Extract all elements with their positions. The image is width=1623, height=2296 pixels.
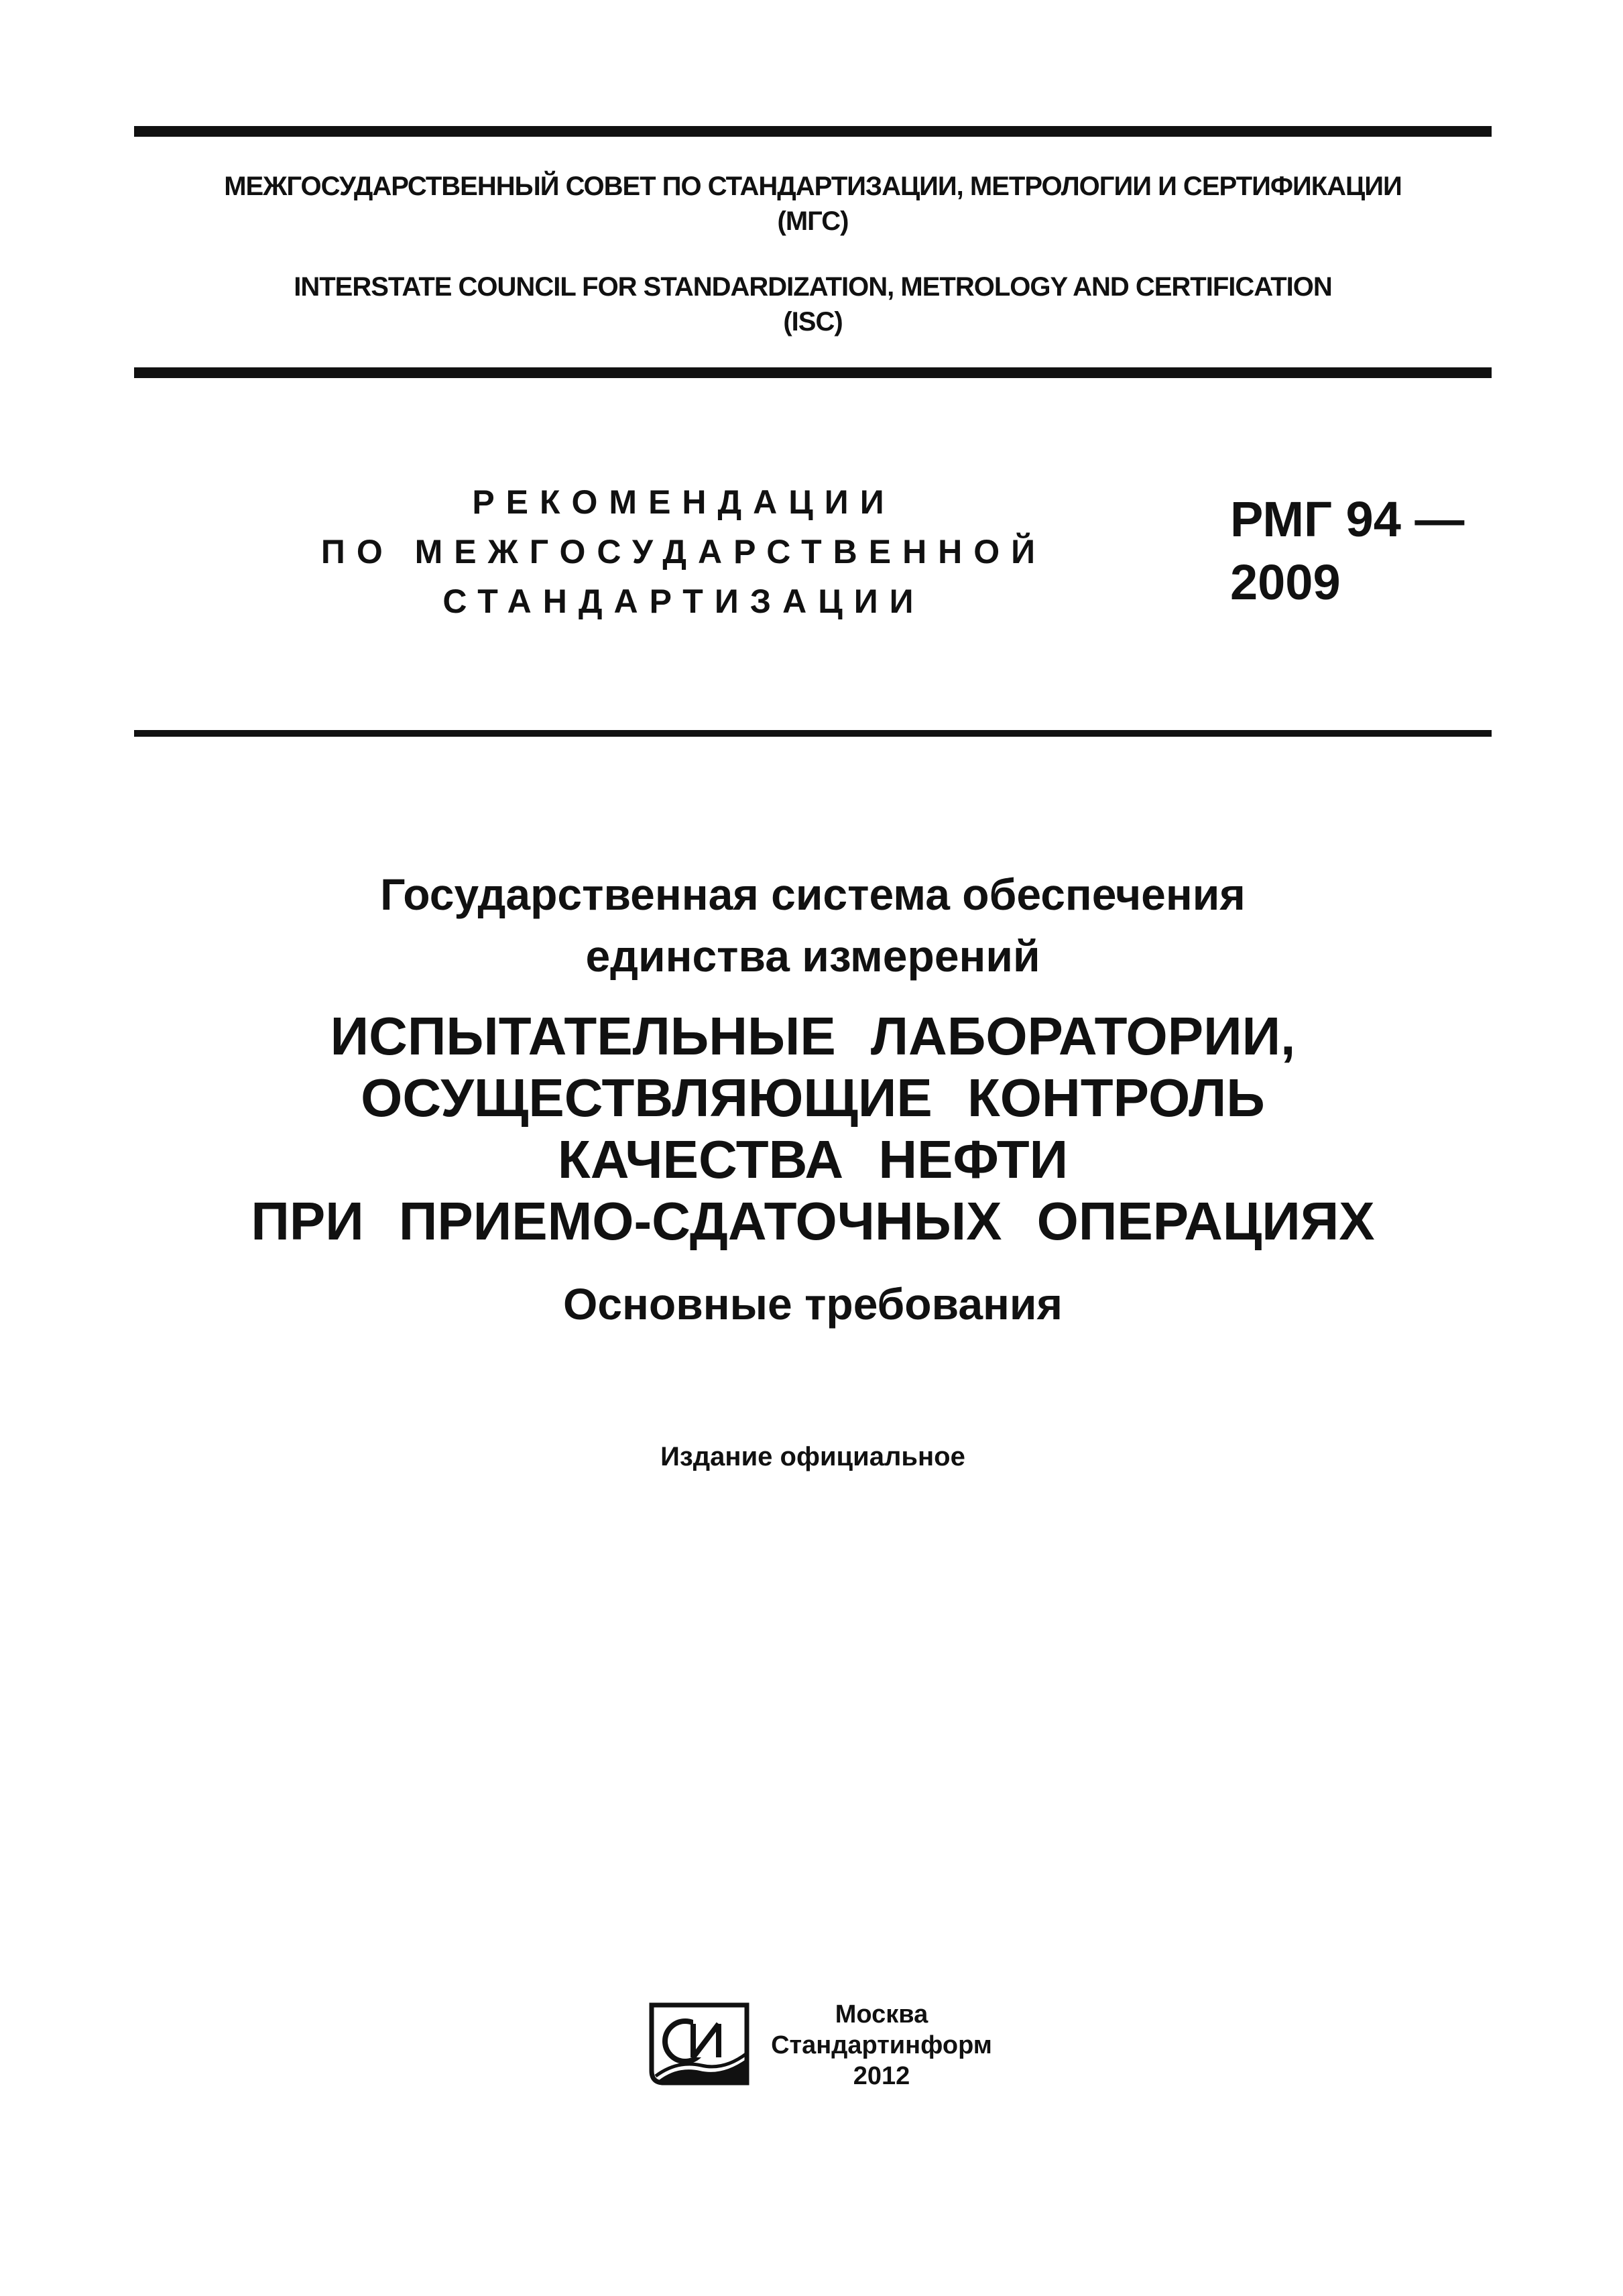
main-title-line-1: ИСПЫТАТЕЛЬНЫЕ ЛАБОРАТОРИИ,: [330, 1006, 1296, 1066]
document-code: [1230, 488, 1464, 614]
council-english: [134, 269, 1492, 339]
main-title: [134, 1006, 1492, 1252]
council-name-ru: МЕЖГОСУДАРСТВЕННЫЙ СОВЕТ ПО СТАНДАРТИЗАЦИИ, МЕТРОЛОГИИ И СЕРТИФИКАЦИИ: [224, 172, 1402, 201]
series-title: [315, 477, 1053, 626]
council-name-en: INTERSTATE COUNCIL FOR STANDARDIZATION, METROLOGY AND CERTIFICATION: [294, 272, 1332, 302]
series-line-2: ПО МЕЖГОСУДАРСТВЕННОЙ: [320, 533, 1047, 570]
standartinform-logo-icon: [649, 2001, 749, 2087]
council-russian: [134, 169, 1492, 239]
middle-rule: [134, 367, 1492, 378]
document-number: РМГ 94 —: [1230, 491, 1465, 547]
top-rule: [134, 126, 1492, 137]
series-line-1: РЕКОМЕНДАЦИИ: [472, 483, 896, 521]
system-title: [134, 863, 1492, 987]
council-abbr-ru: (МГС): [777, 206, 849, 236]
system-title-line-1: Государственная система обеспечения: [380, 869, 1246, 919]
publisher-year: 2012: [853, 2062, 910, 2090]
publisher-name: Стандартинформ: [771, 2031, 992, 2059]
main-title-line-4: ПРИ ПРИЕМО-СДАТОЧНЫХ ОПЕРАЦИЯХ: [251, 1191, 1375, 1251]
main-title-line-2: ОСУЩЕСТВЛЯЮЩИЕ КОНТРОЛЬ: [361, 1068, 1265, 1128]
publisher-city: Москва: [835, 2000, 928, 2029]
publisher-block: [764, 1999, 999, 2092]
lower-rule: [134, 730, 1492, 737]
system-title-line-2: единства измерений: [585, 931, 1040, 981]
document-year: 2009: [1230, 554, 1341, 610]
main-title-line-3: КАЧЕСТВА НЕФТИ: [557, 1130, 1069, 1189]
series-line-3: СТАНДАРТИЗАЦИИ: [442, 583, 925, 620]
edition-note: Издание официальное: [660, 1442, 965, 1471]
subtitle: Основные требования: [563, 1279, 1063, 1329]
council-abbr-en: (ISC): [783, 307, 843, 337]
